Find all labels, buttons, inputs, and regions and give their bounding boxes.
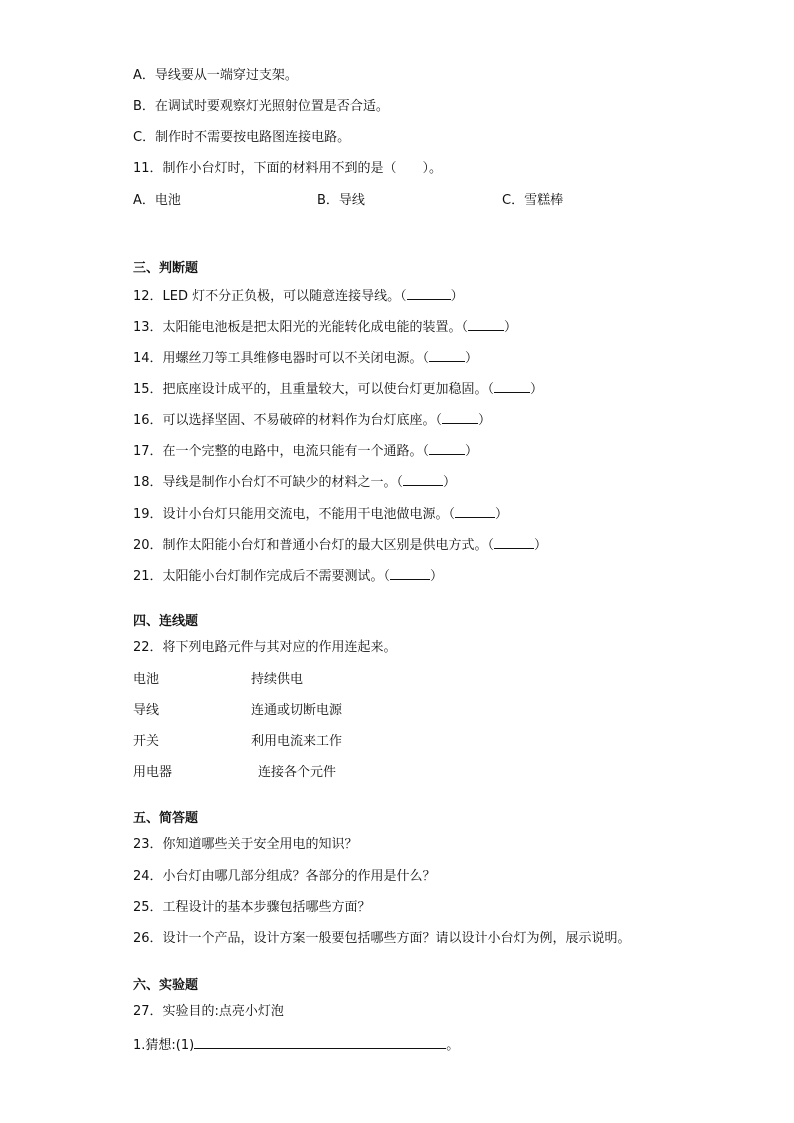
guess-end: 。 [446, 1038, 460, 1053]
judge-item-20 [133, 536, 547, 554]
section-6-heading: 六、实验题 [133, 978, 199, 993]
answer-blank[interactable] [442, 411, 478, 424]
judge-text: 17．在一个完整的电路中，电流只能有一个通路。（ [133, 444, 430, 459]
answer-blank[interactable] [390, 567, 430, 580]
judge-text: 21．太阳能小台灯制作完成后不需要测试。（ [133, 569, 391, 584]
q22-question: 22．将下列电路元件与其对应的作用连起来。 [133, 640, 397, 655]
answer-blank[interactable] [429, 349, 465, 362]
judge-item-15 [133, 380, 543, 398]
match-right-item: 连接各个元件 [258, 765, 337, 780]
q11-option-a: A．电池 [133, 193, 181, 208]
close-paren: ） [443, 475, 457, 490]
judge-text: 14．用螺丝刀等工具维修电器时可以不关闭电源。（ [133, 351, 430, 366]
close-paren: ） [478, 413, 492, 428]
judge-item-12 [133, 287, 464, 305]
judge-text: 16．可以选择坚固、不易破碎的材料作为台灯底座。（ [133, 413, 443, 428]
judge-text: 13．太阳能电池板是把太阳光的光能转化成电能的装置。（ [133, 320, 469, 335]
answer-blank[interactable] [429, 442, 465, 455]
judge-item-21 [133, 567, 443, 585]
answer-blank[interactable] [403, 473, 443, 486]
judge-item-16 [133, 411, 491, 429]
q11-stem: 11．制作小台灯时，下面的材料用不到的是（ ）。 [133, 161, 443, 176]
judge-item-13 [133, 318, 517, 336]
match-left-item: 电池 [133, 672, 160, 687]
q27-purpose: 27．实验目的:点亮小灯泡 [133, 1004, 284, 1019]
match-left-item: 开关 [133, 734, 160, 749]
judge-text: 12．LED 灯不分正负极，可以随意连接导线。（ [133, 289, 407, 304]
close-paren: ） [465, 351, 479, 366]
q10-option-b: B．在调试时要观察灯光照射位置是否合适。 [133, 99, 389, 114]
judge-text: 18．导线是制作小台灯不可缺少的材料之一。（ [133, 475, 404, 490]
guess-label: 1.猜想:(1) [133, 1038, 195, 1053]
guess-line [133, 1036, 459, 1054]
answer-blank[interactable] [407, 287, 451, 300]
answer-blank[interactable] [494, 380, 530, 393]
judge-item-17 [133, 442, 478, 460]
short-answer-25: 25．工程设计的基本步骤包括哪些方面？ [133, 900, 371, 915]
match-left-item: 导线 [133, 703, 160, 718]
short-answer-24: 24．小台灯由哪几部分组成？各部分的作用是什么？ [133, 869, 436, 884]
guess-answer-blank[interactable] [194, 1036, 446, 1049]
match-right-item: 利用电流来工作 [251, 734, 343, 749]
match-right-item: 持续供电 [251, 672, 304, 687]
q11-option-b: B．导线 [317, 193, 365, 208]
judge-item-19 [133, 505, 508, 523]
match-right-item: 连通或切断电源 [251, 703, 343, 718]
q11-option-c: C．雪糕棒 [502, 193, 564, 208]
close-paren: ） [495, 507, 509, 522]
short-answer-23: 23．你知道哪些关于安全用电的知识？ [133, 837, 358, 852]
section-5-heading: 五、简答题 [133, 811, 199, 826]
close-paren: ） [430, 569, 444, 584]
close-paren: ） [530, 382, 544, 397]
judge-item-18 [133, 473, 456, 491]
short-answer-26: 26．设计一个产品，设计方案一般要包括哪些方面？请以设计小台灯为例，展示说明。 [133, 931, 631, 946]
match-left-item: 用电器 [133, 765, 173, 780]
judge-text: 20．制作太阳能小台灯和普通小台灯的最大区别是供电方式。（ [133, 538, 495, 553]
section-4-heading: 四、连线题 [133, 614, 199, 629]
close-paren: ） [504, 320, 518, 335]
judge-text: 15．把底座设计成平的，且重量较大，可以使台灯更加稳固。（ [133, 382, 495, 397]
close-paren: ） [450, 289, 464, 304]
q10-option-c: C．制作时不需要按电路图连接电路。 [133, 130, 351, 145]
close-paren: ） [465, 444, 479, 459]
judge-item-14 [133, 349, 478, 367]
answer-blank[interactable] [468, 318, 504, 331]
section-3-heading: 三、判断题 [133, 261, 199, 276]
judge-text: 19．设计小台灯只能用交流电，不能用干电池做电源。（ [133, 507, 456, 522]
answer-blank[interactable] [455, 505, 495, 518]
q10-option-a: A．导线要从一端穿过支架。 [133, 68, 298, 83]
close-paren: ） [534, 538, 548, 553]
answer-blank[interactable] [494, 536, 534, 549]
